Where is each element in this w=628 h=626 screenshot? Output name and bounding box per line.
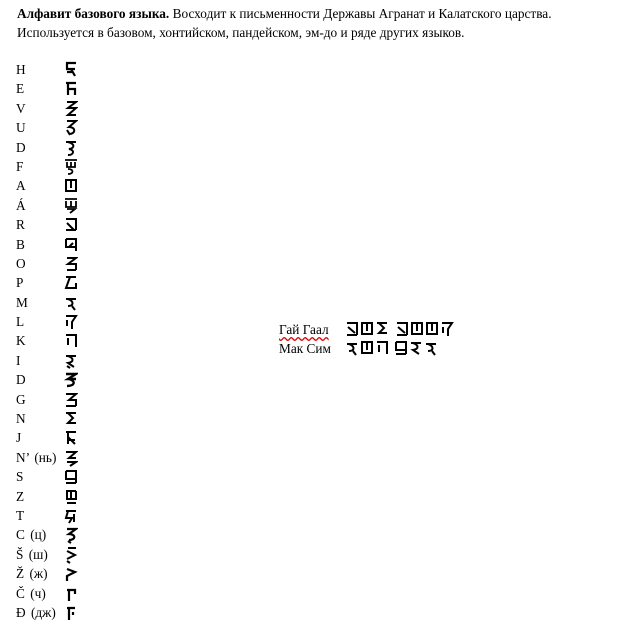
script-glyph-icon (64, 370, 78, 389)
script-glyph-icon (64, 254, 78, 273)
latin-letter: C (ц) (16, 527, 47, 543)
letter-row (16, 312, 96, 331)
script-glyph-icon (64, 215, 78, 234)
script-glyph-icon (64, 506, 78, 525)
script-glyph-icon (64, 157, 78, 176)
latin-letter: Č (ч) (16, 585, 46, 601)
letter-row (16, 428, 96, 447)
letter-row (16, 157, 96, 176)
script-glyph-icon (424, 339, 438, 357)
letter-row (16, 467, 96, 486)
latin-letter: D (16, 139, 26, 155)
latin-letter: Á (16, 197, 26, 213)
letter-row (16, 525, 96, 544)
script-glyph-icon (64, 79, 78, 98)
script-glyph-icon (64, 118, 78, 137)
script-glyph-icon (64, 176, 78, 195)
script-glyph-icon (409, 339, 423, 357)
script-glyph-icon (64, 409, 78, 428)
cyrillic-note: (ц) (30, 527, 47, 543)
letter-row (16, 506, 96, 525)
intro-text: Восходит к письменности Державы Агранат и Калатского царства. Используется в базовом, хонтийском, пандейском, эм-до и ряде других языков. (17, 6, 552, 40)
letter-row (16, 390, 96, 409)
latin-letter: S (16, 469, 24, 485)
script-glyph-icon (64, 487, 78, 506)
script-glyph-icon (64, 564, 78, 583)
script-glyph-icon (345, 339, 359, 357)
script-glyph-icon (64, 60, 78, 79)
cyrillic-note: (ш) (28, 546, 48, 562)
script-glyph-icon (64, 99, 78, 118)
latin-letter: Đ (дж) (16, 604, 56, 620)
letter-row (16, 79, 96, 98)
cyrillic-note: (ч) (30, 585, 46, 601)
script-glyph-icon (345, 320, 359, 338)
script-glyph-icon (64, 584, 78, 603)
script-glyph-icon (64, 448, 78, 467)
letter-row (16, 331, 96, 350)
latin-letter: T (16, 507, 25, 523)
script-glyph-icon (64, 603, 78, 622)
latin-letter: U (16, 120, 26, 136)
script-glyph-icon (64, 293, 78, 312)
latin-letter: A (16, 178, 26, 194)
latin-letter: I (16, 352, 21, 368)
letter-row (16, 448, 96, 467)
latin-letter: F (16, 158, 24, 174)
name-label: Гай Гаал (279, 322, 329, 337)
script-glyph-icon (394, 339, 408, 357)
latin-letter: H (16, 62, 26, 77)
letter-row (16, 176, 96, 195)
latin-letter: P (16, 275, 24, 291)
cyrillic-note: (дж) (30, 604, 56, 620)
script-glyph-icon (440, 320, 454, 338)
script-glyph-icon (64, 545, 78, 564)
latin-letter: K (16, 333, 26, 349)
letter-row (16, 60, 96, 79)
script-glyph-icon (64, 312, 78, 331)
name-examples (279, 320, 479, 358)
script-glyph-icon (375, 320, 389, 338)
letter-row (16, 99, 96, 118)
script-glyph-icon (410, 320, 424, 338)
letter-row (16, 584, 96, 603)
script-glyph-icon (64, 273, 78, 292)
latin-letter: Ž (ж) (16, 566, 48, 582)
latin-letter: L (16, 314, 25, 330)
name-example-row (279, 339, 479, 358)
script-glyph-icon (64, 428, 78, 447)
name-example-row (279, 320, 479, 339)
script-glyph-icon (360, 339, 374, 357)
latin-letter: O (16, 255, 26, 271)
cyrillic-note: (нь) (34, 449, 57, 465)
latin-letter: R (16, 217, 25, 233)
latin-letter: Š (ш) (16, 546, 48, 562)
cyrillic-note: (ж) (29, 566, 48, 582)
letter-row (16, 196, 96, 215)
intro-paragraph (17, 4, 622, 42)
script-glyph-icon (425, 320, 439, 338)
letter-row (16, 254, 96, 273)
letter-row (16, 564, 96, 583)
latin-letter: N’ (нь) (16, 449, 57, 465)
script-glyph-icon (64, 331, 78, 350)
letter-row (16, 215, 96, 234)
latin-letter: Z (16, 488, 25, 504)
latin-letter: J (16, 430, 22, 446)
letter-row (16, 293, 96, 312)
letter-row (16, 545, 96, 564)
script-glyph-icon (395, 320, 409, 338)
latin-letter: E (16, 81, 25, 97)
letter-row (16, 118, 96, 137)
script-glyph-icon (64, 525, 78, 544)
name-script (345, 339, 439, 357)
letter-row (16, 235, 96, 254)
latin-letter: N (16, 411, 26, 427)
letter-row (16, 603, 96, 622)
latin-letter: M (16, 294, 28, 310)
latin-letter: B (16, 236, 25, 252)
intro-title: Алфавит базового языка. (17, 6, 170, 21)
script-glyph-icon (375, 339, 389, 357)
letter-row (16, 487, 96, 506)
letter-row (16, 351, 96, 370)
letter-row (16, 409, 96, 428)
script-glyph-icon (360, 320, 374, 338)
letter-row (16, 138, 96, 157)
script-glyph-icon (64, 351, 78, 370)
latin-letter: D (16, 372, 26, 388)
name-label: Мак Сим (279, 341, 331, 356)
script-glyph-icon (64, 196, 78, 215)
letter-row (16, 370, 96, 389)
letter-row (16, 273, 96, 292)
script-glyph-icon (64, 467, 78, 486)
latin-letter: G (16, 391, 26, 407)
script-glyph-icon (64, 390, 78, 409)
name-script (345, 320, 455, 338)
latin-letter: V (16, 100, 26, 116)
script-glyph-icon (64, 235, 78, 254)
alphabet-table (16, 60, 96, 622)
script-glyph-icon (64, 138, 78, 157)
